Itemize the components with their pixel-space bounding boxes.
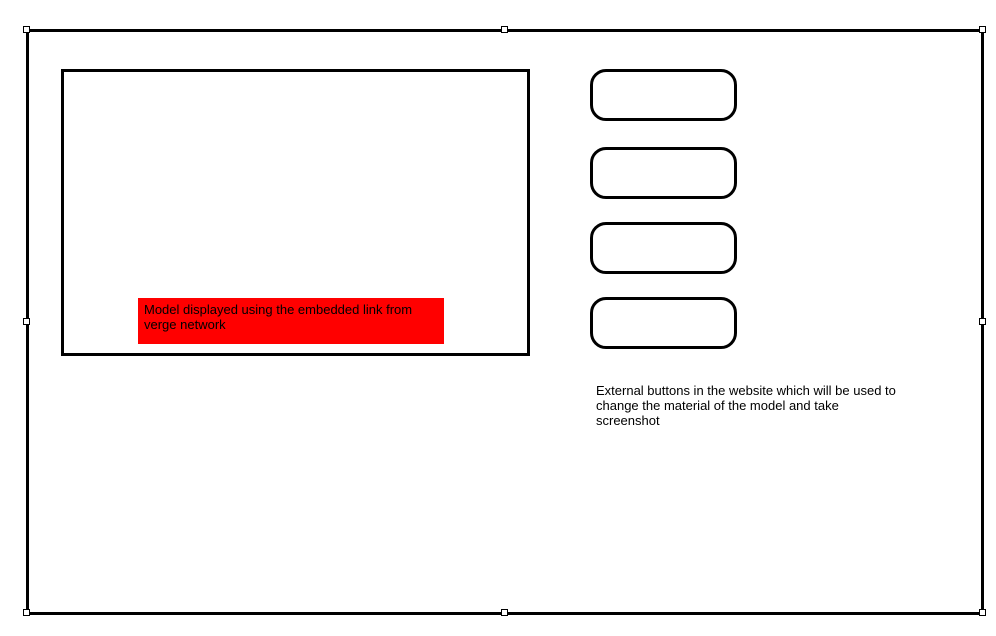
external-button-3[interactable] <box>590 222 737 274</box>
resize-handle-middle-right[interactable] <box>979 318 986 325</box>
resize-handle-middle-left[interactable] <box>23 318 30 325</box>
external-button-1[interactable] <box>590 69 737 121</box>
resize-handle-bottom-middle[interactable] <box>501 609 508 616</box>
resize-handle-bottom-right[interactable] <box>979 609 986 616</box>
external-button-4[interactable] <box>590 297 737 349</box>
resize-handle-bottom-left[interactable] <box>23 609 30 616</box>
resize-handle-top-middle[interactable] <box>501 26 508 33</box>
resize-handle-top-right[interactable] <box>979 26 986 33</box>
model-display-note: Model displayed using the embedded link from verge network <box>138 298 444 344</box>
resize-handle-top-left[interactable] <box>23 26 30 33</box>
external-button-2[interactable] <box>590 147 737 199</box>
external-buttons-note: External buttons in the website which will be used to change the material of the model and take screenshot <box>596 383 896 428</box>
